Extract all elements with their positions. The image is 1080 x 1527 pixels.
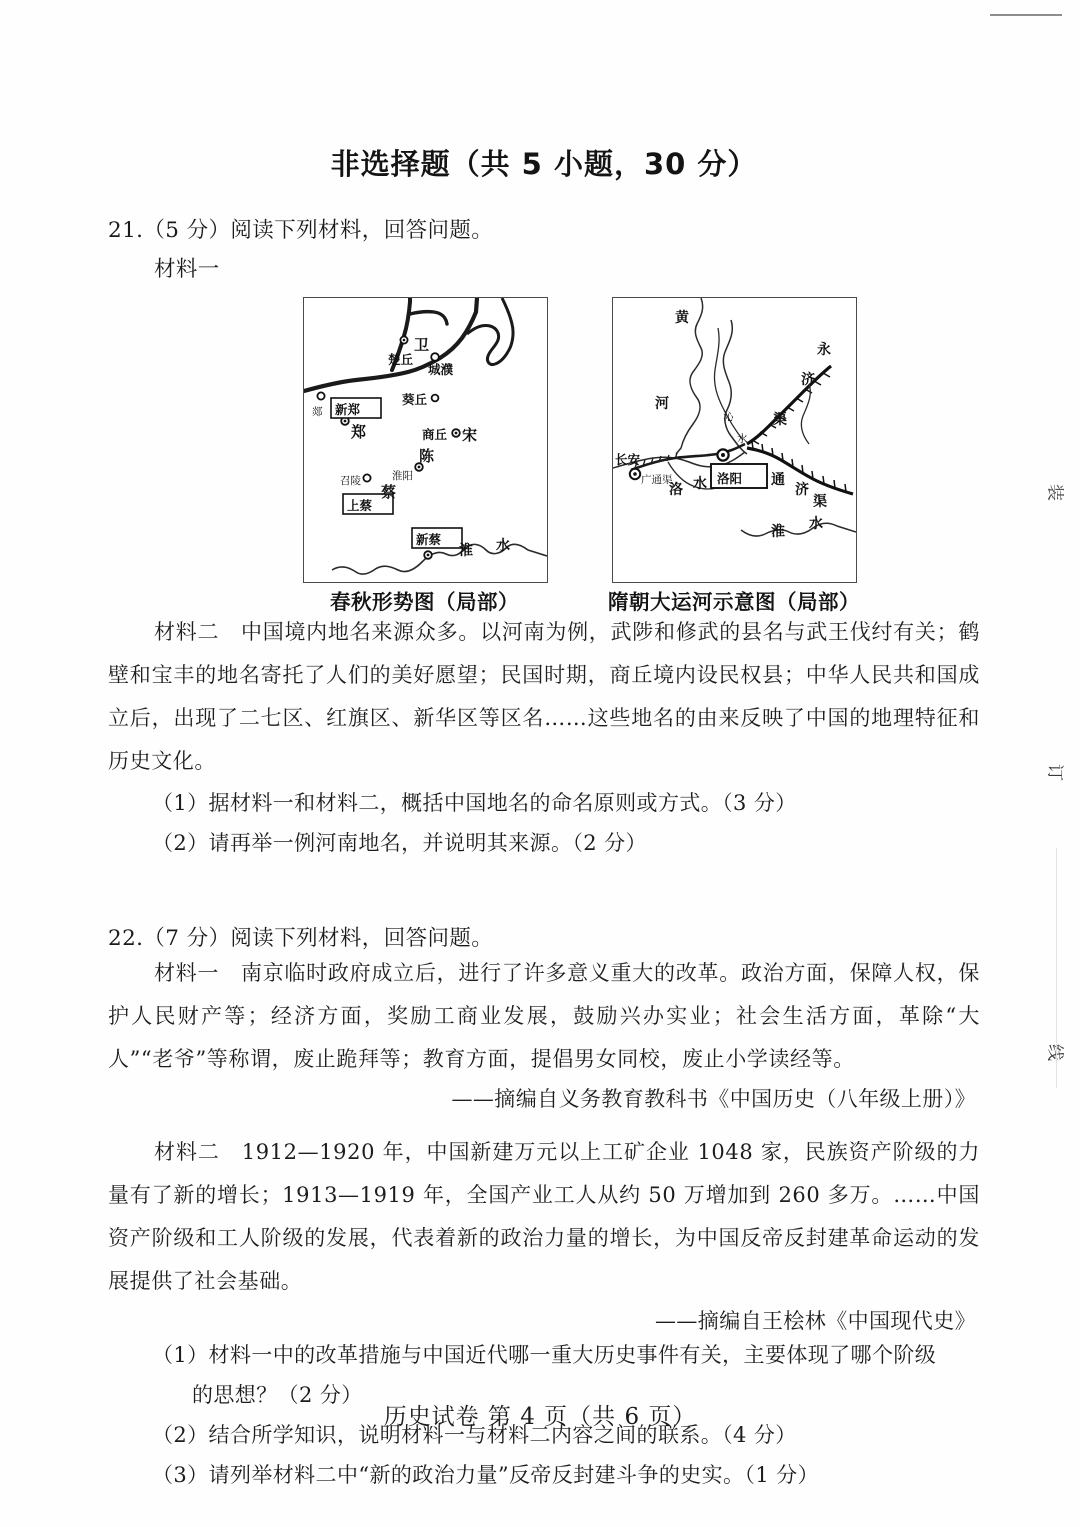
q22-sub-question-2: （2）结合所学知识，说明材料一与材料二内容之间的联系。（4 分）	[152, 1423, 797, 1447]
svg-text:新蔡: 新蔡	[416, 532, 442, 547]
svg-text:水: 水	[496, 538, 510, 554]
question-22-heading: 22.（7 分）阅读下列材料，回答问题。	[108, 926, 494, 951]
svg-text:水: 水	[809, 516, 823, 532]
svg-text:永: 永	[817, 342, 831, 358]
q21-material-one-label: 材料一	[154, 257, 220, 282]
svg-text:楚丘: 楚丘	[388, 352, 414, 367]
svg-text:渠: 渠	[813, 494, 827, 510]
svg-text:长安: 长安	[615, 452, 641, 467]
binding-vertical-line	[1056, 848, 1057, 1088]
svg-text:郑: 郑	[351, 423, 367, 441]
svg-text:渠: 渠	[773, 412, 787, 428]
svg-text:新郑: 新郑	[335, 402, 361, 417]
svg-text:济: 济	[801, 372, 815, 388]
svg-text:商丘: 商丘	[422, 427, 448, 442]
svg-text:上蔡: 上蔡	[347, 498, 373, 513]
svg-text:洛: 洛	[669, 482, 683, 498]
q22-citation-one: ——摘编自义务教育教科书《中国历史（八年级上册）》	[451, 1087, 976, 1111]
question-21-heading: 21.（5 分）阅读下列材料，回答问题。	[108, 218, 494, 243]
q22-material-one-text: 材料一 南京临时政府成立后，进行了许多意义重大的改革。政治方面，保障人权，保护人民财产等；经济方面，奖励工商业发展，鼓励兴办实业；社会生活方面，革除“大人”“老爷”等称谓，废止跪拜等；教育方面，提倡男女同校，废止小学读经等。	[108, 961, 980, 1071]
svg-text:沁: 沁	[723, 411, 734, 423]
q21-figure-row	[108, 289, 980, 614]
q22-sub-question-1-line2: 的思想？（2 分）	[192, 1383, 363, 1407]
binding-mark-xian: 线	[1044, 1044, 1065, 1061]
svg-text:水: 水	[737, 433, 748, 445]
q22-sub-question-3: （3）请列举材料二中“新的政治力量”反帝反封建斗争的史实。（1 分）	[152, 1463, 819, 1487]
corner-rule-decoration	[990, 14, 1062, 16]
q22-material-two-text: 材料二 1912—1920 年，中国新建万元以上工矿企业 1048 家，民族资产阶级的力量有了新的增长；1913—1919 年，全国产业工人从约 50 万增加到 260 多万。……中国资产阶级和工人阶级的发展，代表着新的政治力量的增长，为中国反帝反封建革命运动的发展提供了社会基础。	[108, 1140, 980, 1293]
svg-text:召陵: 召陵	[340, 475, 361, 487]
svg-text:陈: 陈	[419, 447, 435, 465]
svg-text:宋: 宋	[462, 426, 478, 444]
q22-citation-two: ——摘编自王桧林《中国现代史》	[655, 1309, 976, 1333]
svg-text:河: 河	[655, 396, 669, 412]
map-sui-grand-canal	[612, 297, 857, 583]
svg-text:葵丘: 葵丘	[402, 392, 428, 407]
svg-text:卫: 卫	[414, 336, 430, 354]
map-left-caption: 春秋形势图（局部）	[330, 590, 519, 614]
svg-text:通: 通	[771, 472, 785, 488]
svg-text:洛阳: 洛阳	[717, 471, 743, 486]
svg-text:淮: 淮	[459, 543, 473, 559]
svg-text:水: 水	[693, 476, 707, 492]
binding-mark-zhuang: 装	[1044, 484, 1065, 501]
svg-text:郯: 郯	[312, 406, 323, 418]
q21-sub-question-1: （1）据材料一和材料二，概括中国地名的命名原则或方式。（3 分）	[152, 791, 797, 815]
svg-text:济: 济	[795, 482, 809, 498]
svg-text:城濮: 城濮	[428, 362, 454, 377]
map-right-caption: 隋朝大运河示意图（局部）	[608, 590, 860, 614]
svg-text:广通渠: 广通渠	[641, 474, 673, 486]
svg-text:淮阳: 淮阳	[392, 470, 413, 482]
q21-material-two-text: 材料二 中国境内地名来源众多。以河南为例，武陟和修武的县名与武王伐纣有关；鹤壁和宝丰的地名寄托了人们的美好愿望；民国时期，商丘境内设民权县；中华人民共和国成立后，出现了二七区、红旗区、新华区等区名……这些地名的由来反映了中国的地理特征和历史文化。	[108, 620, 980, 773]
content-column	[108, 0, 980, 1495]
map-spring-autumn	[303, 297, 548, 583]
binding-mark-ding: 订	[1044, 764, 1065, 781]
question-gap	[108, 863, 980, 891]
svg-text:淮: 淮	[771, 524, 785, 540]
q22-sub-question-1-line1: （1）材料一中的改革措施与中国近代哪一重大历史事件有关，主要体现了哪个阶级	[152, 1343, 937, 1367]
binding-line-marks	[1040, 460, 1074, 1100]
svg-text:蔡: 蔡	[381, 483, 397, 501]
page-title: 非选择题（共 5 小题，30 分）	[330, 147, 758, 181]
q21-sub-question-2: （2）请再举一例河南地名，并说明其来源。（2 分）	[152, 831, 647, 855]
page-footer: 历史试卷 第 4 页（共 6 页）	[383, 1404, 697, 1430]
svg-text:黄: 黄	[675, 310, 689, 326]
